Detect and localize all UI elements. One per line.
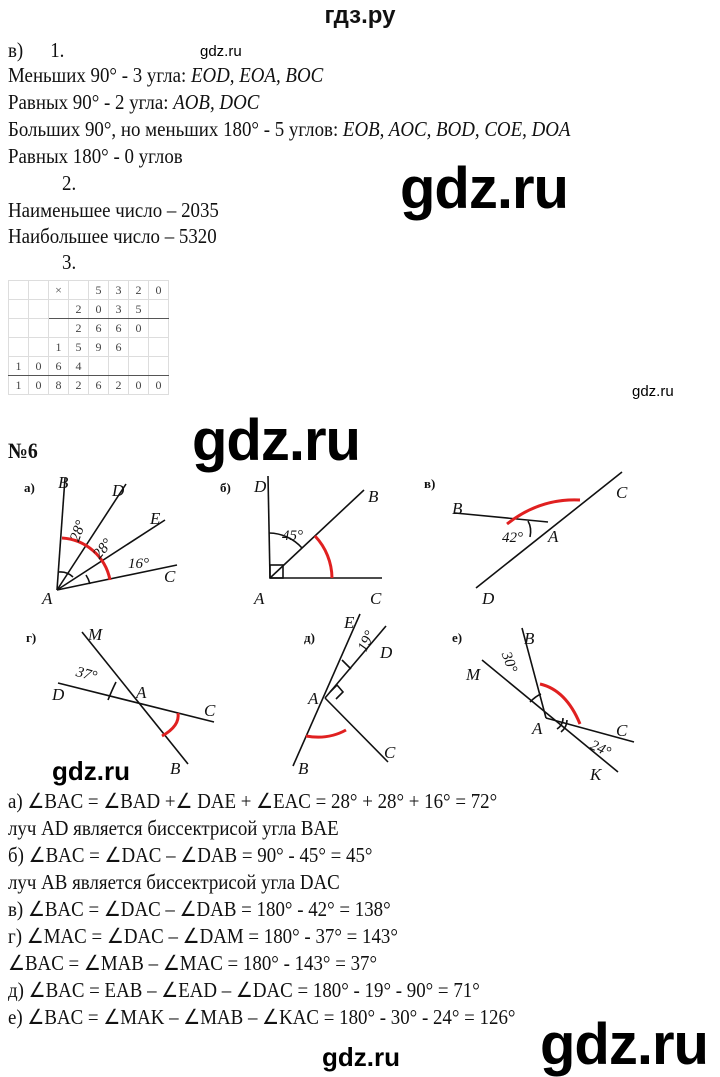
table-cell: 5 <box>129 300 149 319</box>
svg-text:D: D <box>112 481 125 500</box>
svg-text:д): д) <box>304 630 315 645</box>
table-cell: 3 <box>109 300 129 319</box>
question-3-number: 3. <box>62 250 77 274</box>
figure-b <box>220 476 382 608</box>
svg-text:28°: 28° <box>90 535 116 563</box>
svg-text:б): б) <box>220 480 231 495</box>
table-cell: 9 <box>89 338 109 357</box>
svg-text:E: E <box>150 509 161 528</box>
figure-d <box>293 613 396 778</box>
site-title: гдз.ру <box>324 2 396 29</box>
svg-text:е): е) <box>452 630 463 645</box>
table-cell: 6 <box>49 357 69 376</box>
figure-e <box>452 628 634 784</box>
svg-text:C: C <box>384 743 396 762</box>
solution-line: е) ∠BAC = ∠MAK – ∠MAB – ∠KAC = 180° - 30° - 24° = 126° <box>8 1005 516 1029</box>
svg-text:D: D <box>482 589 495 608</box>
table-cell: 1 <box>9 376 29 395</box>
watermark: gdz.ru <box>400 156 568 221</box>
table-cell: 0 <box>129 319 149 338</box>
table-cell: 2 <box>69 300 89 319</box>
svg-text:A: A <box>548 527 559 546</box>
solution-line: а) ∠BAC = ∠BAD +∠ DAE + ∠EAC = 28° + 28° + 16° = 72° <box>8 789 498 813</box>
svg-text:C: C <box>370 589 382 608</box>
table-cell: 1 <box>9 357 29 376</box>
max-number-line: Наибольшее число – 5320 <box>8 224 217 248</box>
svg-text:B: B <box>58 473 69 492</box>
solution-line: г) ∠MAC = ∠DAC – ∠DAM = 180° - 37° = 143° <box>8 924 398 948</box>
watermark: gdz.ru <box>200 43 242 60</box>
table-cell: × <box>49 281 69 300</box>
table-cell: 0 <box>149 281 169 300</box>
svg-text:B: B <box>452 499 463 518</box>
svg-text:37°: 37° <box>74 664 99 686</box>
svg-text:30°: 30° <box>497 649 520 675</box>
svg-text:а): а) <box>24 480 35 495</box>
task-6-heading: №6 <box>8 438 38 463</box>
table-cell: 2 <box>129 281 149 300</box>
svg-text:C: C <box>616 483 628 502</box>
svg-text:K: K <box>590 765 602 784</box>
svg-text:B: B <box>298 759 309 778</box>
svg-text:42°: 42° <box>502 530 523 546</box>
svg-text:B: B <box>524 629 535 648</box>
table-cell: 6 <box>89 319 109 338</box>
table-cell: 0 <box>29 357 49 376</box>
table-cell: 0 <box>89 300 109 319</box>
table-cell: 5 <box>89 281 109 300</box>
svg-text:M: M <box>466 665 481 684</box>
svg-text:19°: 19° <box>355 628 379 655</box>
svg-text:в): в) <box>424 476 436 491</box>
solution-line: в) ∠BAC = ∠DAC – ∠DAB = 180° - 42° = 138° <box>8 897 391 921</box>
table-cell: 2 <box>69 376 89 395</box>
svg-text:D: D <box>52 685 65 704</box>
solution-line: луч AD является биссектрисой угла BAE <box>8 816 339 840</box>
svg-text:45°: 45° <box>282 528 303 544</box>
svg-text:A: A <box>308 689 319 708</box>
table-cell: 0 <box>29 376 49 395</box>
table-cell: 1 <box>49 338 69 357</box>
svg-text:B: B <box>170 759 181 778</box>
table-cell: 6 <box>109 338 129 357</box>
min-number-line: Наименьшее число – 2035 <box>8 198 219 222</box>
svg-text:A: A <box>532 719 543 738</box>
svg-text:C: C <box>616 721 628 740</box>
table-cell: 0 <box>129 376 149 395</box>
figure-v <box>424 472 628 608</box>
table-cell: 2 <box>109 376 129 395</box>
svg-text:24°: 24° <box>587 737 614 761</box>
table-cell: 6 <box>89 376 109 395</box>
watermark: gdz.ru <box>540 1012 708 1077</box>
solution-line: б) ∠BAC = ∠DAC – ∠DAB = 90° - 45° = 45° <box>8 843 373 867</box>
svg-text:M: M <box>88 625 103 644</box>
solution-line: ∠BAC = ∠MAB – ∠MAC = 180° - 143° = 37° <box>8 951 378 975</box>
solution-line: д) ∠BAC = EAB – ∠EAD – ∠DAC = 180° - 19° - 90° = 71° <box>8 978 480 1002</box>
svg-text:C: C <box>204 701 216 720</box>
svg-text:г): г) <box>26 630 37 645</box>
table-cell: 2 <box>69 319 89 338</box>
watermark: gdz.ru <box>52 756 130 786</box>
less-90-line: Меньших 90° - 3 угла: EOD, EOA, BOC <box>8 63 324 87</box>
svg-text:A: A <box>136 683 147 702</box>
equal-90-line: Равных 90° - 2 угла: AOB, DOC <box>8 90 260 114</box>
watermark: gdz.ru <box>192 408 360 473</box>
svg-text:C: C <box>164 567 176 586</box>
table-cell: 4 <box>69 357 89 376</box>
table-cell: 5 <box>69 338 89 357</box>
figure-a <box>24 473 177 608</box>
table-cell: 6 <box>109 319 129 338</box>
svg-text:B: B <box>368 487 379 506</box>
svg-text:D: D <box>254 477 267 496</box>
svg-text:E: E <box>344 613 355 632</box>
question-2-number: 2. <box>62 171 77 195</box>
solution-line: луч AB является биссектрисой угла DAC <box>8 870 340 894</box>
equal-180-line: Равных 180° - 0 углов <box>8 144 183 168</box>
svg-text:A: A <box>254 589 265 608</box>
watermark: gdz.ru <box>322 1042 400 1072</box>
table-cell: 3 <box>109 281 129 300</box>
svg-text:A: A <box>42 589 53 608</box>
svg-text:D: D <box>380 643 393 662</box>
svg-text:16°: 16° <box>128 556 149 572</box>
svg-text:28°: 28° <box>67 518 90 544</box>
part-v-header: в) 1. <box>8 38 65 62</box>
watermark: gdz.ru <box>632 383 674 400</box>
between-90-180-line: Больших 90°, но меньших 180° - 5 углов: EOB, AOC, BOD, COE, DOA <box>8 117 571 141</box>
table-cell: 0 <box>149 376 169 395</box>
table-cell: 8 <box>49 376 69 395</box>
